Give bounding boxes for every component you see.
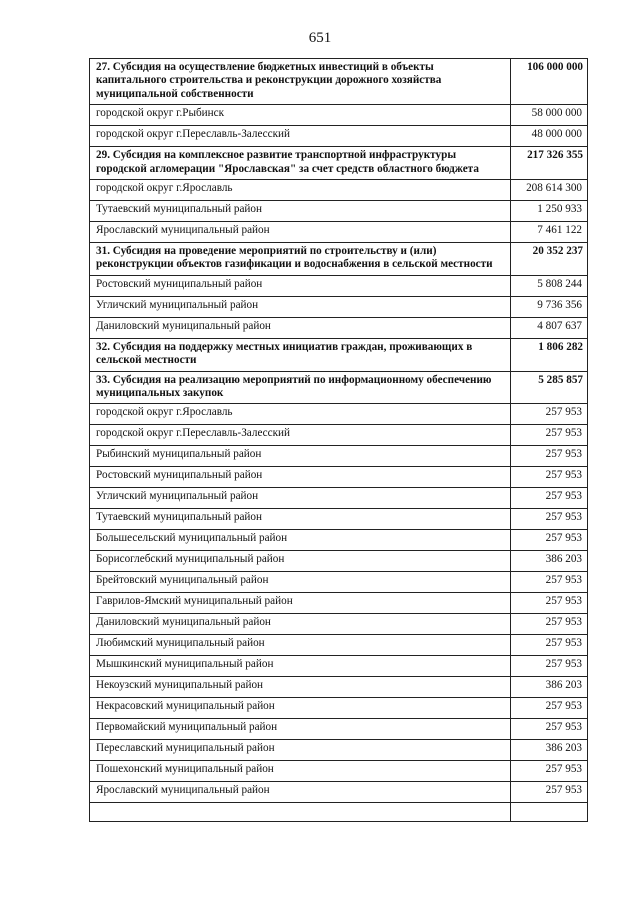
table-row (90, 105, 588, 126)
section-title: 27. Субсидия на осуществление бюджетных инвестиций в объекты капитального строительства и реконструкции дорожного хозяйства муниципальной собственности (90, 59, 511, 105)
recipient-amount: 257 953 (511, 614, 588, 635)
recipient-name: Борисоглебский муниципальный район (90, 551, 511, 572)
recipient-name (90, 803, 511, 822)
recipient-name: Мышкинский муниципальный район (90, 656, 511, 677)
table-row (90, 572, 588, 593)
recipient-amount: 257 953 (511, 404, 588, 425)
subsidy-table (89, 58, 588, 822)
recipient-name: Угличский муниципальный район (90, 296, 511, 317)
recipient-name: Даниловский муниципальный район (90, 317, 511, 338)
recipient-amount: 48 000 000 (511, 126, 588, 147)
recipient-amount (511, 803, 588, 822)
recipient-amount: 4 807 637 (511, 317, 588, 338)
table-row (90, 509, 588, 530)
recipient-amount: 386 203 (511, 740, 588, 761)
recipient-name: Пошехонский муниципальный район (90, 761, 511, 782)
table-row (90, 446, 588, 467)
table-row (90, 404, 588, 425)
section-row (90, 338, 588, 371)
recipient-name: городской округ г.Переславль-Залесский (90, 126, 511, 147)
section-title: 29. Субсидия на комплексное развитие транспортной инфраструктуры городской агломерации "Ярославская" за счет средств областного бюджета (90, 147, 511, 180)
table-row (90, 740, 588, 761)
recipient-name: Угличский муниципальный район (90, 488, 511, 509)
recipient-amount: 1 250 933 (511, 201, 588, 222)
recipient-name: Некрасовский муниципальный район (90, 698, 511, 719)
recipient-amount: 257 953 (511, 425, 588, 446)
recipient-name: Большесельский муниципальный район (90, 530, 511, 551)
table-row (90, 656, 588, 677)
recipient-amount: 5 808 244 (511, 275, 588, 296)
recipient-name: Переславский муниципальный район (90, 740, 511, 761)
recipient-amount: 257 953 (511, 467, 588, 488)
section-row (90, 243, 588, 276)
recipient-name: Ростовский муниципальный район (90, 275, 511, 296)
recipient-name: Ростовский муниципальный район (90, 467, 511, 488)
recipient-name: Тутаевский муниципальный район (90, 201, 511, 222)
section-total: 20 352 237 (511, 243, 588, 276)
table-row (90, 222, 588, 243)
page-number: 651 (308, 30, 332, 46)
table-row (90, 551, 588, 572)
recipient-amount: 257 953 (511, 572, 588, 593)
table-row (90, 317, 588, 338)
recipient-name: Ярославский муниципальный район (90, 782, 511, 803)
recipient-name: Любимский муниципальный район (90, 635, 511, 656)
table-row (90, 275, 588, 296)
table-row (90, 782, 588, 803)
table-row (90, 488, 588, 509)
table-row (90, 296, 588, 317)
recipient-amount: 257 953 (511, 782, 588, 803)
recipient-amount: 257 953 (511, 635, 588, 656)
section-row (90, 147, 588, 180)
recipient-name: Рыбинский муниципальный район (90, 446, 511, 467)
recipient-amount: 208 614 300 (511, 180, 588, 201)
recipient-amount: 386 203 (511, 677, 588, 698)
table-row (90, 719, 588, 740)
recipient-amount: 386 203 (511, 551, 588, 572)
recipient-amount: 257 953 (511, 509, 588, 530)
recipient-name: городской округ г.Переславль-Залесский (90, 425, 511, 446)
recipient-amount: 257 953 (511, 530, 588, 551)
recipient-amount: 257 953 (511, 593, 588, 614)
recipient-amount: 7 461 122 (511, 222, 588, 243)
recipient-name: Брейтовский муниципальный район (90, 572, 511, 593)
section-row (90, 371, 588, 404)
recipient-name: городской округ г.Ярославль (90, 180, 511, 201)
table-row (90, 635, 588, 656)
recipient-name: Ярославский муниципальный район (90, 222, 511, 243)
recipient-name: городской округ г.Ярославль (90, 404, 511, 425)
table-row (90, 180, 588, 201)
recipient-name: Тутаевский муниципальный район (90, 509, 511, 530)
section-total: 217 326 355 (511, 147, 588, 180)
empty-row (90, 803, 588, 822)
section-title: 31. Субсидия на проведение мероприятий по строительству и (или) реконструкции объектов газификации и водоснабжения в сельской местности (90, 243, 511, 276)
recipient-name: Некоузский муниципальный район (90, 677, 511, 698)
subsidy-table-body (90, 59, 588, 822)
section-total: 106 000 000 (511, 59, 588, 105)
table-row (90, 425, 588, 446)
recipient-amount: 58 000 000 (511, 105, 588, 126)
recipient-name: Гаврилов-Ямский муниципальный район (90, 593, 511, 614)
recipient-amount: 257 953 (511, 698, 588, 719)
table-row (90, 761, 588, 782)
section-title: 33. Субсидия на реализацию мероприятий по информационному обеспечению муниципальных закупок (90, 371, 511, 404)
section-title: 32. Субсидия на поддержку местных инициатив граждан, проживающих в сельской местности (90, 338, 511, 371)
table-row (90, 530, 588, 551)
recipient-name: городской округ г.Рыбинск (90, 105, 511, 126)
recipient-name: Первомайский муниципальный район (90, 719, 511, 740)
recipient-amount: 257 953 (511, 446, 588, 467)
section-row (90, 59, 588, 105)
section-total: 5 285 857 (511, 371, 588, 404)
recipient-name: Даниловский муниципальный район (90, 614, 511, 635)
table-row (90, 467, 588, 488)
recipient-amount: 257 953 (511, 488, 588, 509)
table-row (90, 201, 588, 222)
section-total: 1 806 282 (511, 338, 588, 371)
table-row (90, 677, 588, 698)
recipient-amount: 257 953 (511, 719, 588, 740)
table-row (90, 698, 588, 719)
recipient-amount: 257 953 (511, 761, 588, 782)
table-row (90, 614, 588, 635)
table-row (90, 126, 588, 147)
recipient-amount: 257 953 (511, 656, 588, 677)
table-row (90, 593, 588, 614)
recipient-amount: 9 736 356 (511, 296, 588, 317)
